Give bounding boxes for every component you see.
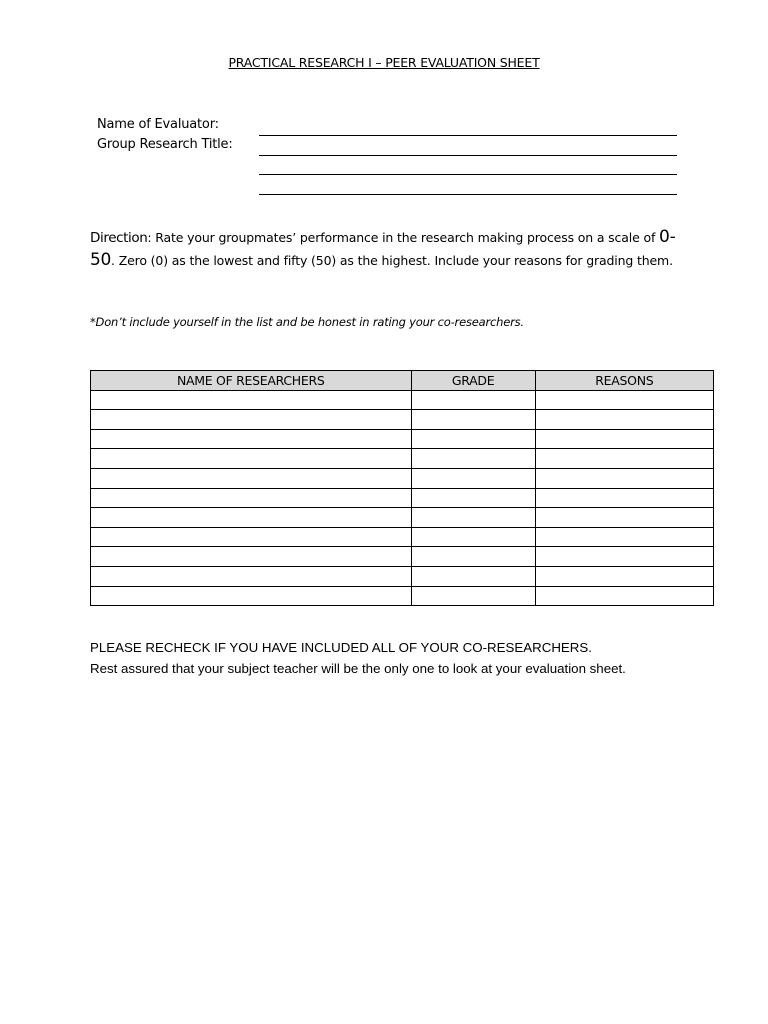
- header-name-of-researchers: NAME OF RESEARCHERS: [91, 371, 412, 391]
- grade-cell[interactable]: [411, 468, 535, 488]
- table-row: [91, 410, 714, 430]
- table-row: [91, 566, 714, 586]
- table-row: [91, 449, 714, 469]
- evaluator-name-line[interactable]: [259, 135, 677, 136]
- footer-assurance-line: Rest assured that your subject teacher will be the only one to look at your evaluation sheet.: [90, 661, 626, 676]
- research-title-line-2[interactable]: [259, 174, 677, 175]
- table-row: [91, 390, 714, 410]
- grade-cell[interactable]: [411, 586, 535, 606]
- researcher-name-cell[interactable]: [91, 429, 412, 449]
- direction-label: Direction: [90, 230, 148, 246]
- researcher-name-cell[interactable]: [91, 586, 412, 606]
- table-row: [91, 468, 714, 488]
- grade-cell[interactable]: [411, 547, 535, 567]
- reasons-cell[interactable]: [535, 566, 713, 586]
- reasons-cell[interactable]: [535, 390, 713, 410]
- footer-notice: [90, 637, 626, 679]
- grade-cell[interactable]: [411, 410, 535, 430]
- evaluator-label: [97, 117, 219, 132]
- researcher-name-cell[interactable]: [91, 527, 412, 547]
- table-row: [91, 508, 714, 528]
- honesty-note: *Don’t include yourself in the list and be honest in rating your co-researchers.: [90, 315, 524, 329]
- footer-recheck-line: PLEASE RECHECK IF YOU HAVE INCLUDED ALL OF YOUR CO-RESEARCHERS.: [90, 640, 592, 655]
- header-reasons: REASONS: [535, 371, 713, 391]
- direction-text-after-scale: . Zero (0) as the lowest and fifty (50) as the highest. Include your reasons for grading them.: [111, 253, 673, 268]
- grade-cell[interactable]: [411, 390, 535, 410]
- reasons-cell[interactable]: [535, 449, 713, 469]
- researcher-name-cell[interactable]: [91, 547, 412, 567]
- reasons-cell[interactable]: [535, 547, 713, 567]
- table-header-row: [91, 371, 714, 391]
- table-row: [91, 527, 714, 547]
- grade-cell[interactable]: [411, 508, 535, 528]
- grade-cell[interactable]: [411, 488, 535, 508]
- grade-cell[interactable]: [411, 449, 535, 469]
- grade-cell[interactable]: [411, 429, 535, 449]
- researcher-name-cell[interactable]: [91, 390, 412, 410]
- research-title-line-1[interactable]: [259, 155, 677, 156]
- evaluator-label-text: Name of Evaluator: [97, 117, 215, 132]
- researcher-name-cell[interactable]: [91, 488, 412, 508]
- reasons-cell[interactable]: [535, 488, 713, 508]
- reasons-cell[interactable]: [535, 586, 713, 606]
- direction-text-before-scale: : Rate your groupmates’ performance in the research making process on a scale of: [147, 230, 656, 245]
- reasons-cell[interactable]: [535, 429, 713, 449]
- header-grade: GRADE: [411, 371, 535, 391]
- researcher-name-cell[interactable]: [91, 566, 412, 586]
- grade-cell[interactable]: [411, 566, 535, 586]
- research-title-label: Group Research Title:: [97, 137, 233, 152]
- reasons-cell[interactable]: [535, 410, 713, 430]
- table-row: [91, 488, 714, 508]
- reasons-cell[interactable]: [535, 468, 713, 488]
- researcher-name-cell[interactable]: [91, 449, 412, 469]
- reasons-cell[interactable]: [535, 508, 713, 528]
- table-row: [91, 547, 714, 567]
- direction-scale: 0-50: [90, 227, 676, 270]
- reasons-cell[interactable]: [535, 527, 713, 547]
- researcher-name-cell[interactable]: [91, 468, 412, 488]
- researcher-name-cell[interactable]: [91, 410, 412, 430]
- researchers-table: [90, 370, 714, 606]
- table-row: [91, 586, 714, 606]
- direction-paragraph: [90, 226, 680, 272]
- evaluator-label-colon: :: [214, 117, 219, 132]
- grade-cell[interactable]: [411, 527, 535, 547]
- document-title: PRACTICAL RESEARCH I – PEER EVALUATION SHEET: [228, 55, 540, 70]
- table-row: [91, 429, 714, 449]
- researcher-name-cell[interactable]: [91, 508, 412, 528]
- research-title-line-3[interactable]: [259, 194, 677, 195]
- table-body: [91, 390, 714, 606]
